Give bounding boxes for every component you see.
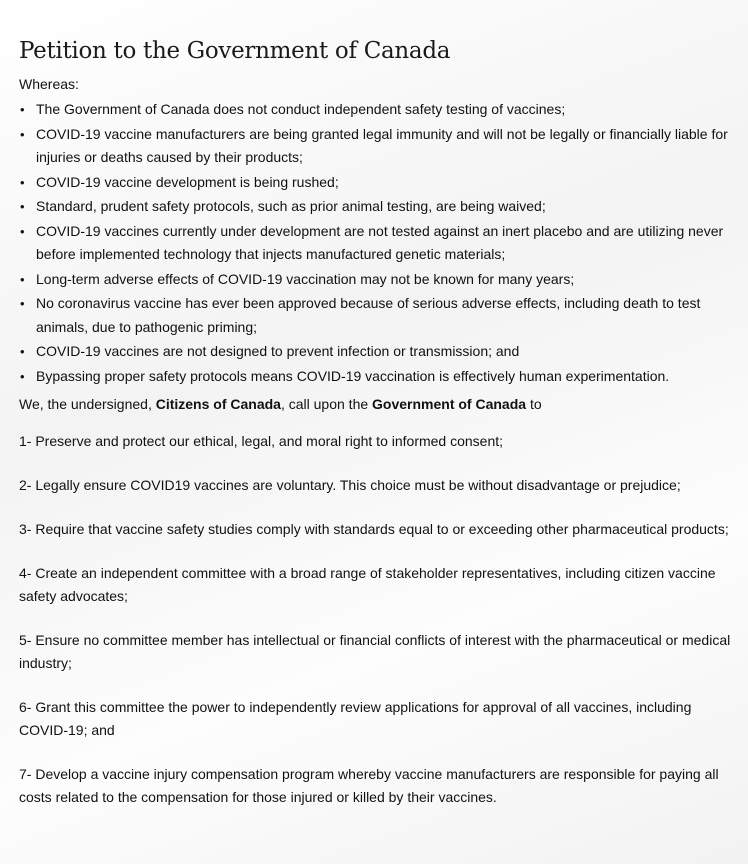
whereas-item: • COVID-19 vaccines currently under development are not tested against an inert placebo and are utilizing never before implemented technology that injects manufactured genetic materials; bbox=[19, 220, 738, 267]
petition-document bbox=[19, 38, 738, 830]
whereas-item: • Bypassing proper safety protocols means COVID-19 vaccination is effectively human experimentation. bbox=[19, 365, 738, 389]
call-middle: , call upon the bbox=[280, 396, 373, 412]
petition-title: Petition to the Government of Canada bbox=[19, 38, 451, 64]
whereas-item: • Standard, prudent safety protocols, such as prior animal testing, are being waived; bbox=[19, 195, 738, 219]
demand-item: 3- Require that vaccine safety studies comply with standards equal to or exceeding other pharmaceutical products; bbox=[19, 521, 729, 537]
demand-item: 7- Develop a vaccine injury compensation program whereby vaccine manufacturers are responsible for paying all costs related to the compensation for those injured or killed by their vaccines. bbox=[19, 766, 719, 805]
demand-item: 4- Create an independent committee with a broad range of stakeholder representatives, including citizen vaccine safety advocates; bbox=[19, 565, 716, 604]
whereas-item: • COVID-19 vaccines are not designed to prevent infection or transmission; and bbox=[19, 340, 738, 364]
call-prefix: We, the undersigned, bbox=[19, 396, 156, 412]
whereas-item: • COVID-19 vaccine manufacturers are being granted legal immunity and will not be legally or financially liable for injuries or deaths caused by their products; bbox=[19, 123, 738, 170]
government-of-canada: Government of Canada bbox=[372, 396, 527, 412]
whereas-item: • COVID-19 vaccine development is being rushed; bbox=[19, 171, 738, 195]
whereas-item: • No coronavirus vaccine has ever been approved because of serious adverse effects, including death to test animals, due to pathogenic priming; bbox=[19, 292, 738, 339]
call-statement bbox=[19, 396, 738, 412]
demand-item: 2- Legally ensure COVID19 vaccines are voluntary. This choice must be without disadvantage or prejudice; bbox=[19, 477, 681, 493]
whereas-label: Whereas: bbox=[19, 76, 79, 92]
whereas-item: • The Government of Canada does not conduct independent safety testing of vaccines; bbox=[19, 98, 738, 122]
demand-item: 1- Preserve and protect our ethical, legal, and moral right to informed consent; bbox=[19, 433, 504, 449]
demand-item: 5- Ensure no committee member has intellectual or financial conflicts of interest with the pharmaceutical or medical industry; bbox=[19, 632, 731, 671]
call-suffix: to bbox=[526, 396, 542, 412]
whereas-list bbox=[19, 98, 738, 388]
citizens-of-canada: Citizens of Canada bbox=[155, 396, 281, 412]
demand-item: 6- Grant this committee the power to independently review applications for approval of all vaccines, including COVID-19; and bbox=[19, 699, 692, 738]
whereas-item: • Long-term adverse effects of COVID-19 vaccination may not be known for many years; bbox=[19, 268, 738, 292]
